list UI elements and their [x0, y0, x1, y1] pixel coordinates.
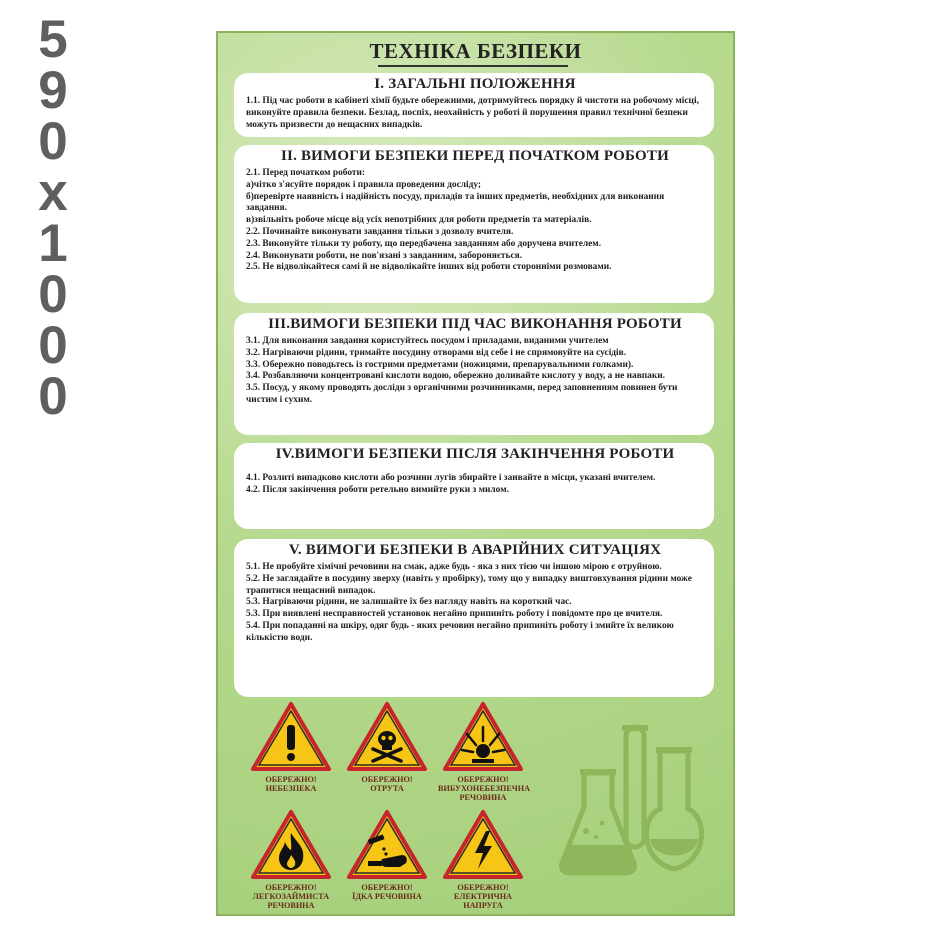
poster-title: ТЕХНІКА БЕЗПЕКИ [369, 39, 582, 63]
section-text: б)перевірте наявність і надійність посуду, приладів та інших предметів, необхідних для виконання завдання. [246, 191, 665, 214]
sign-caption: ОБЕРЕЖНО! ЛЕГКОЗАЙМИСТА РЕЧОВИНА [252, 883, 330, 910]
explosion-icon [442, 701, 524, 773]
section-text: 3.4. Розбавляючи концентровані кислоти водою, обережно доливайте кислоту у воду, а не навпаки. [246, 371, 665, 382]
section-text: 2.3. Виконуйте тільки ту роботу, що передбачена завданням або доручена вчителем. [246, 238, 602, 249]
warning-sign-flammable [246, 809, 336, 910]
section-text: 5.4. При попаданні на шкіру, одяг будь - яких речовин негайно припиніть роботу і змийте їх великою кількістю води. [246, 620, 674, 643]
size-label-char: 0 [38, 265, 68, 324]
flame-icon [250, 809, 332, 881]
section-general [234, 73, 714, 137]
size-label-char: 0 [38, 316, 68, 375]
sign-caption: ОБЕРЕЖНО! ОТРУТА [361, 775, 413, 793]
section-text: 3.5. Посуд, у якому проводять досліди з органічними розчинниками, перед заповненням повинен бути чистим і сухим. [246, 383, 678, 405]
section-text: 2.2. Починайте виконувати завдання тільки з дозволу вчителя. [246, 226, 514, 237]
safety-poster [216, 31, 735, 916]
high-voltage-icon [442, 809, 524, 881]
sign-caption: ОБЕРЕЖНО! ЇДКА РЕЧОВИНА [352, 883, 422, 901]
section-text: 5.3. Нагріваючи рідини, не залишайте їх без нагляду навіть на короткий час. [246, 597, 572, 608]
section-text: 2.5. Не відволікайтеся самі й не відволікайте інших від роботи сторонніми розмовами. [246, 262, 612, 273]
section-heading: ІV.ВИМОГИ БЕЗПЕКИ ПІСЛЯ ЗАКІНЧЕННЯ РОБОТИ [275, 446, 675, 462]
size-label-char: 0 [38, 367, 68, 426]
section-text: 2.4. Виконувати роботи, не пов'язані з завданням, забороняється. [246, 250, 523, 261]
section-text: 3.2. Нагріваючи рідини, тримайте посудину отворами від себе і не спрямовуйте на сусідів. [246, 347, 627, 358]
lab-glassware-icon [556, 721, 716, 881]
section-emergency [234, 539, 714, 697]
section-text: 5.3. При виявлені несправностей установок негайно припиніть роботу і повідомте про це вчителя. [246, 609, 663, 620]
sign-caption: ОБЕРЕЖНО! ЕЛЕКТРИЧНА НАПРУГА [454, 883, 512, 910]
section-text: в)звільніть робоче місце від усіх непотрібних для роботи предметів та матеріалів. [246, 215, 592, 226]
skull-crossbones-icon [346, 701, 428, 773]
size-label-char: 0 [38, 112, 68, 171]
warning-sign-poison [342, 701, 432, 793]
warning-sign-danger [246, 701, 336, 793]
corrosive-icon [346, 809, 428, 881]
sign-caption: ОБЕРЕЖНО! ВИБУХОНЕБЕЗПЕЧНА РЕЧОВИНА [438, 775, 531, 802]
section-heading: ІІІ.ВИМОГИ БЕЗПЕКИ ПІД ЧАС ВИКОНАННЯ РОБОТИ [268, 316, 682, 332]
section-heading: І. ЗАГАЛЬНІ ПОЛОЖЕННЯ [374, 76, 576, 92]
size-label-char: 5 [38, 10, 68, 69]
size-label-char: 1 [38, 214, 68, 273]
section-text: 4.1. Розлиті випадково кислоти або розчини лугів збирайте і занвайте в місця, указані вчителем. [246, 473, 656, 483]
section-text: 1.1. Під час роботи в кабінеті хімії будьте обережними, дотримуйтесь порядку й чистоти на робочому місці, виконуйте правила безпеки. Безлад, поспіх, неохайність у роботі й порушення правил технічної безпеки можуть призвести до нещасних випадків. [246, 96, 699, 130]
size-label-char: x [38, 163, 68, 222]
warning-sign-explosive [438, 701, 531, 802]
warning-sign-high-voltage [438, 809, 528, 910]
size-label [28, 10, 78, 426]
section-heading: ІІ. ВИМОГИ БЕЗПЕКИ ПЕРЕД ПОЧАТКОМ РОБОТИ [281, 148, 669, 164]
size-label-char: 9 [38, 61, 68, 120]
exclamation-icon [250, 701, 332, 773]
section-text: а)чітко з'ясуйте порядок і правила проведення досліду; [246, 179, 482, 190]
section-text: 3.1. Для виконання завдання користуйтесь посудом і приладами, виданими учителем [246, 336, 609, 346]
section-text: 4.2. Після закінчення роботи ретельно вимийте руки з милом. [246, 484, 509, 495]
section-text: 2.1. Перед початком роботи: [246, 168, 366, 178]
section-text: 5.1. Не пробуйте хімічні речовини на смак, адже будь - яка з них тією чи іншою мірою є отруйною. [246, 562, 662, 572]
section-heading: V. ВИМОГИ БЕЗПЕКИ В АВАРІЙНИХ СИТУАЦІЯХ [288, 542, 662, 558]
section-text: 5.2. Не заглядайте в посудину зверху (навіть у пробірку), тому що у випадку виштовхування рідини може трапитися нещасний випадок. [246, 573, 692, 596]
section-after-work [234, 443, 714, 529]
section-text: 3.3. Обережно поводьтесь із гострими предметами (ножицями, препарувальними голками). [246, 359, 634, 370]
title-underline [378, 65, 568, 67]
warning-sign-corrosive [342, 809, 432, 901]
section-during-work [234, 313, 714, 435]
sign-caption: ОБЕРЕЖНО! НЕБЕЗПЕКА [265, 775, 317, 793]
section-before-work [234, 145, 714, 303]
